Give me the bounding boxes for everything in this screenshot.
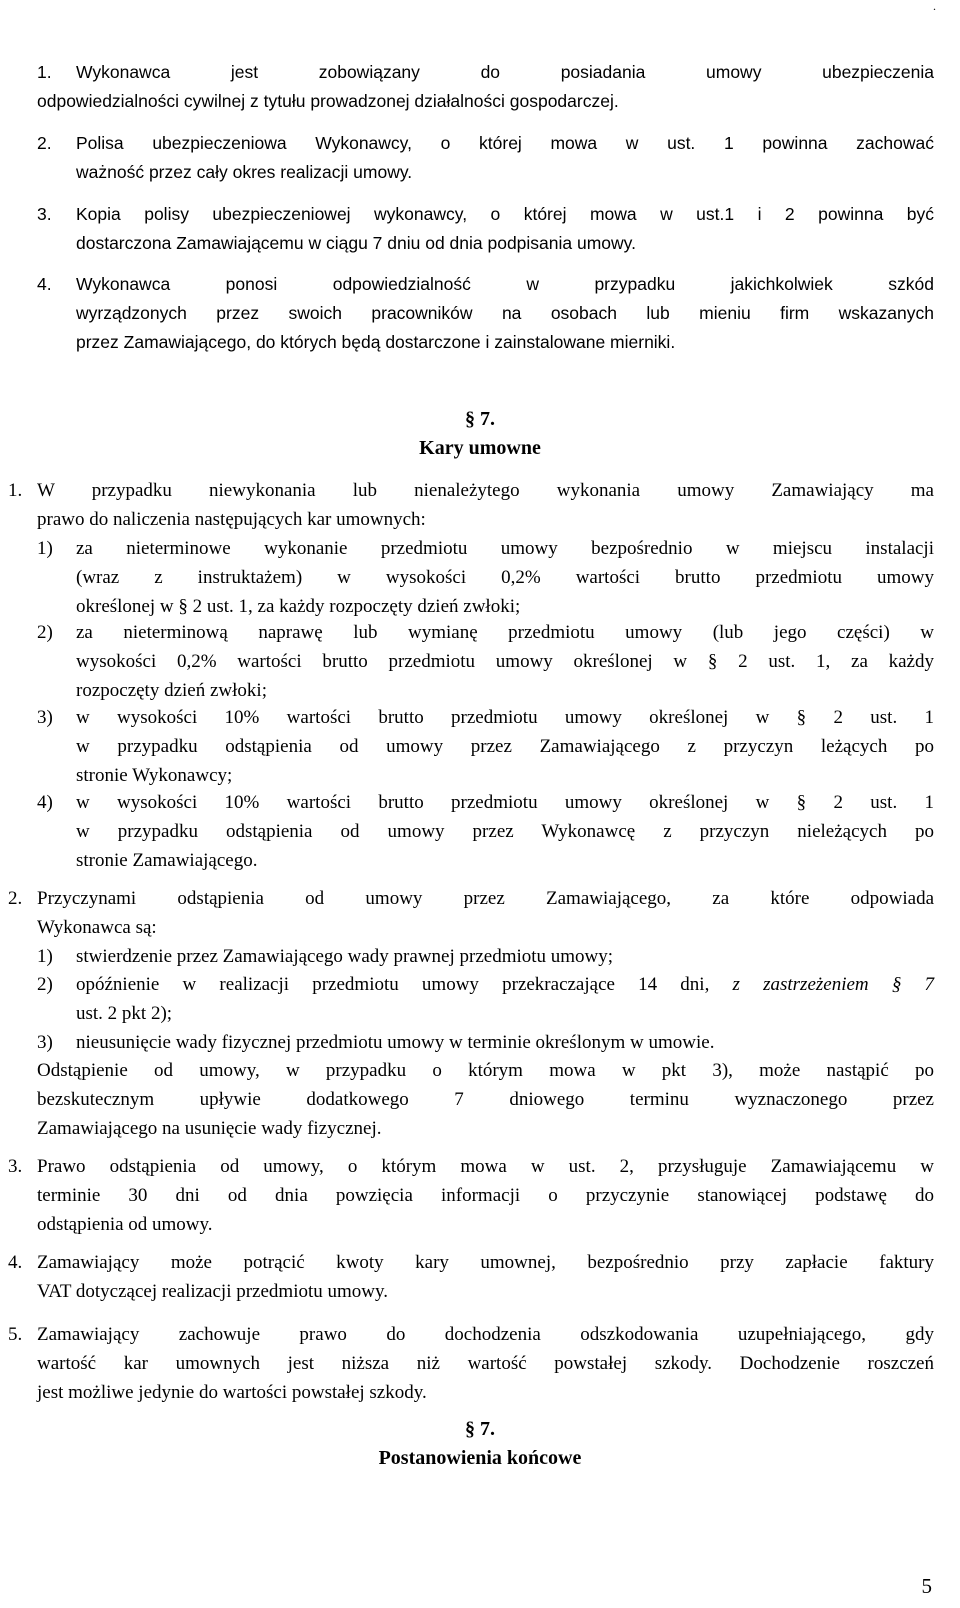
list-number: 2.	[37, 133, 52, 153]
paragraph-number: 3.	[8, 1156, 23, 1177]
list-item: Wykonawca jest zobowiązany do posiadania umowy ubezpieczenia	[76, 62, 934, 82]
paragraph: Prawo odstąpienia od umowy, o którym mowa w ust. 2, przysługuje Zamawiającemu w terminie 30 dni od dnia powzięcia informacji o przyczynie stanowiącej podstawę do odstąpienia od umowy.	[37, 1156, 934, 1235]
paragraph-number: 1.	[8, 480, 23, 501]
paragraph: Zamawiający może potrącić kwoty kary umownej, bezpośrednio przy zapłacie faktury VAT dotyczącej realizacji przedmiotu umowy.	[37, 1252, 934, 1302]
item-number: 1)	[37, 538, 53, 559]
item-number: 4)	[37, 792, 53, 813]
paragraph-number: 2.	[8, 888, 23, 909]
paragraph-continuation: Odstąpienie od umowy, w przypadku o którym mowa w pkt 3), może nastąpić po bezskutecznym upływie dodatkowego 7 dniowego terminu wyznaczonego przez Zamawiającego na usunięcie wady fizycznej.	[37, 1060, 934, 1139]
item-number: 3)	[37, 707, 53, 728]
section-number: § 7.	[465, 408, 495, 430]
list-item: stwierdzenie przez Zamawiającego wady prawnej przedmiotu umowy;	[76, 946, 614, 967]
paragraph-number: 4.	[8, 1252, 23, 1273]
list-item-continuation: odpowiedzialności cywilnej z tytułu prowadzonej działalności gospodarczej.	[37, 91, 619, 111]
corner-mark: .	[933, 0, 936, 13]
list-item: za nieterminowe wykonanie przedmiotu umowy bezpośrednio w miejscu instalacji (wraz z instruktażem) w wysokości 0,2% wartości brutto przedmiotu umowy określonej w § 2 ust. 1, za każdy rozpoczęty dzień zwłoki;	[76, 538, 934, 617]
paragraph: Zamawiający zachowuje prawo do dochodzenia odszkodowania uzupełniającego, gdy wartość kar umownych jest niższa niż wartość powstałej szkody. Dochodzenie roszczeń jest możliwe jedynie do wartości powstałej szkody.	[37, 1324, 934, 1403]
list-number: 4.	[37, 274, 52, 294]
paragraph: W przypadku niewykonania lub nienależytego wykonania umowy Zamawiający ma prawo do naliczenia następujących kar umownych:	[37, 480, 934, 530]
list-item: za nieterminową naprawę lub wymianę przedmiotu umowy (lub jego części) w wysokości 0,2% wartości brutto przedmiotu umowy określonej w § 2 ust. 1, za każdy rozpoczęty dzień zwłoki;	[76, 622, 934, 701]
list-item: nieusunięcie wady fizycznej przedmiotu umowy w terminie określonym w umowie.	[76, 1032, 715, 1053]
item-number: 3)	[37, 1032, 53, 1053]
section-title: Postanowienia końcowe	[378, 1447, 582, 1469]
page-number: 5	[921, 1574, 932, 1598]
paragraph: Przyczynami odstąpienia od umowy przez Zamawiającego, za które odpowiada Wykonawca są:	[37, 888, 934, 938]
item-number: 1)	[37, 946, 53, 967]
section-title: Kary umowne	[419, 437, 541, 459]
list-item: w wysokości 10% wartości brutto przedmiotu umowy określonej w § 2 ust. 1 w przypadku odstąpienia od umowy przez Wykonawcę z przyczyn nieleżących po stronie Zamawiającego.	[76, 792, 934, 871]
list-item: w wysokości 10% wartości brutto przedmiotu umowy określonej w § 2 ust. 1 w przypadku odstąpienia od umowy przez Zamawiającego z przyczyn leżących po stronie Wykonawcy;	[76, 707, 934, 786]
paragraph-number: 5.	[8, 1324, 23, 1345]
list-item: Wykonawca ponosi odpowiedzialność w przypadku jakichkolwiek szkód wyrządzonych przez swoich pracowników na osobach lub mieniu firm wskazanych przez Zamawiającego, do których będą dostarczone i zainstalowane mierniki.	[76, 274, 934, 352]
list-item: opóźnienie w realizacji przedmiotu umowy przekraczające 14 dni, z zastrzeżeniem § 7 ust. 2 pkt 2);	[76, 974, 934, 1024]
list-number: 3.	[37, 204, 52, 224]
section-number: § 7.	[465, 1418, 495, 1440]
list-item: Kopia polisy ubezpieczeniowej wykonawcy, o której mowa w ust.1 i 2 powinna być dostarczona Zamawiającemu w ciągu 7 dniu od dnia podpisania umowy.	[76, 204, 934, 253]
list-number: 1.	[37, 62, 52, 82]
item-number: 2)	[37, 974, 53, 995]
list-item: Polisa ubezpieczeniowa Wykonawcy, o której mowa w ust. 1 powinna zachować ważność przez cały okres realizacji umowy.	[76, 133, 934, 182]
item-number: 2)	[37, 622, 53, 643]
